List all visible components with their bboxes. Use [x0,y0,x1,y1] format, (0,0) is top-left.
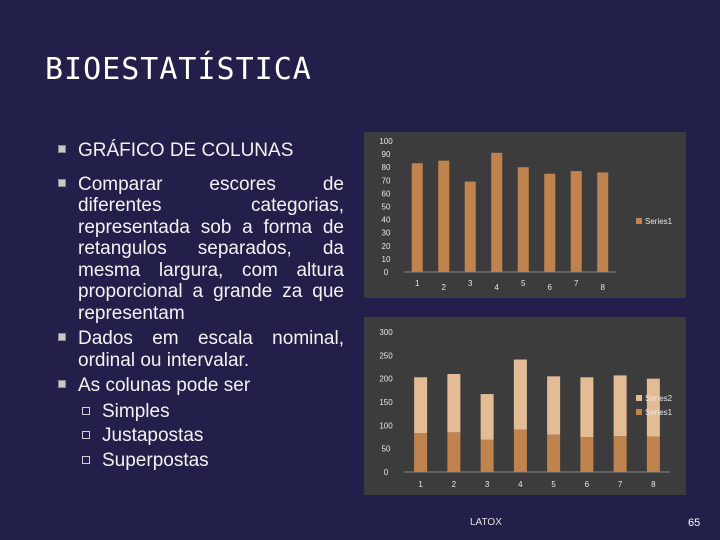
y-tick-label: 100 [379,137,393,146]
square-bullet-icon [58,333,66,341]
sub-bullet-item [58,450,344,472]
legend-label: Series1 [645,217,673,226]
legend-label: Series1 [645,408,673,417]
simple-column-chart [364,132,686,298]
y-tick-label: 0 [383,268,389,277]
legend-swatch [636,409,642,415]
bar [614,375,627,436]
bullet-item [58,328,344,371]
y-tick-label: 70 [381,176,391,186]
x-tick-label: 4 [518,480,523,489]
bullet-item [58,375,344,397]
bar [481,440,494,472]
bar [414,377,427,433]
bullet-text: Comparar escores de diferentes categorias, representada sob a forma de retangulos separados, da mesma largura, com altura proporcional a grande za que representam [78,173,344,324]
bullet-item [58,140,344,162]
square-bullet-icon [58,380,66,388]
bar [447,432,460,472]
x-tick-label: 8 [651,480,656,489]
x-tick-label: 2 [451,480,457,489]
y-tick-label: 10 [381,254,391,264]
simple-column-chart-svg [364,132,686,298]
bar [414,433,427,472]
bullet-list [58,140,344,474]
bar [647,437,660,472]
bullet-item [58,174,344,325]
x-tick-label: 5 [521,279,526,288]
x-tick-label: 2 [441,283,446,292]
bar [491,153,502,272]
x-tick-label: 6 [547,283,552,292]
bar [571,171,582,272]
bar [481,394,494,440]
y-tick-label: 60 [381,189,391,199]
y-tick-label: 80 [381,163,391,173]
x-tick-label: 7 [617,480,623,489]
legend-label: Series2 [645,394,673,403]
x-tick-label: 3 [484,480,490,489]
y-tick-label: 150 [379,398,393,407]
bar [544,174,555,272]
stacked-column-chart-svg [364,317,686,495]
x-tick-label: 5 [551,480,556,489]
bar [580,377,593,437]
y-tick-label: 300 [379,328,393,337]
y-tick-label: 30 [381,228,391,238]
y-tick-label: 50 [381,202,391,212]
page-number: 65 [688,517,701,529]
bar [518,167,529,272]
sub-bullet-text: Superpostas [102,449,209,471]
slide-title: BIOESTATÍSTICA [45,52,312,87]
legend-swatch [636,395,642,401]
bullet-text: GRÁFICO DE COLUNAS [78,140,294,161]
x-tick-label: 3 [468,279,473,288]
y-tick-label: 90 [381,150,391,160]
hollow-square-bullet-icon [82,456,90,464]
y-tick-label: 100 [379,421,393,431]
sub-bullet-item [58,401,344,423]
footer-text: LATOX [470,517,502,528]
square-bullet-icon [58,145,66,153]
bar [465,182,476,272]
bar [547,435,560,472]
bar [547,376,560,434]
bar [447,374,460,432]
bar [597,172,608,272]
y-tick-label: 250 [379,351,393,361]
square-bullet-icon [58,179,66,187]
sub-bullet-text: Justapostas [102,425,204,446]
bullet-text: Dados em escala nominal, ordinal ou intervalar. [78,328,344,371]
bar [514,430,527,472]
y-tick-label: 20 [381,241,391,251]
sub-bullet-text: Simples [102,400,170,422]
x-tick-label: 4 [494,283,499,292]
sub-bullet-item [58,425,344,447]
bar [580,437,593,472]
y-tick-label: 0 [383,468,389,477]
y-tick-label: 200 [379,374,393,384]
bar [614,436,627,472]
x-tick-label: 1 [415,279,420,288]
hollow-square-bullet-icon [82,407,90,415]
hollow-square-bullet-icon [82,431,90,439]
legend-swatch [636,218,642,224]
bar [412,163,423,272]
x-tick-label: 7 [574,279,579,288]
y-tick-label: 50 [381,444,391,454]
bar [438,161,449,272]
x-tick-label: 6 [584,480,590,489]
x-tick-label: 1 [418,480,423,489]
bar [514,360,527,430]
bullet-text: As colunas pode ser [78,375,251,396]
x-tick-label: 8 [600,283,605,292]
stacked-column-chart [364,317,686,495]
y-tick-label: 40 [381,215,391,225]
